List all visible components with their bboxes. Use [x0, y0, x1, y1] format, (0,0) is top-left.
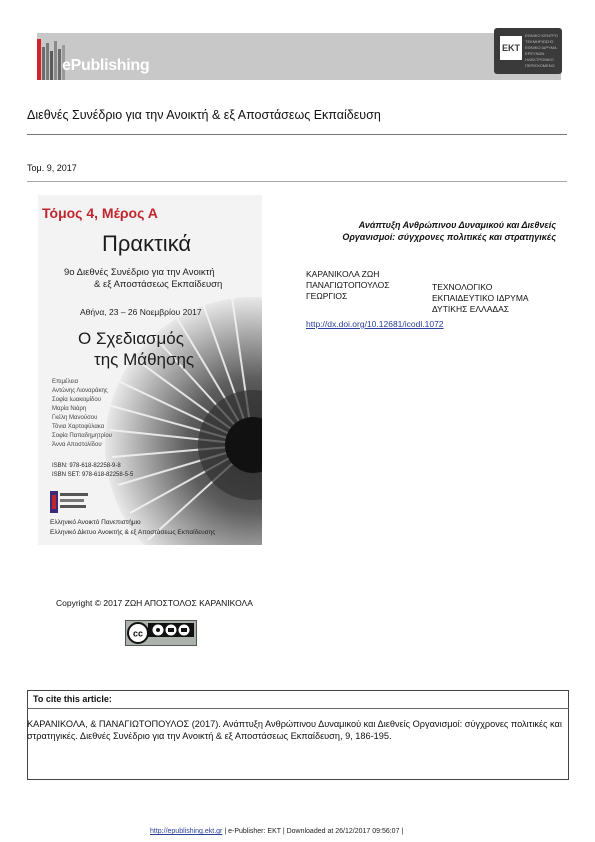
open-university-logo-icon — [50, 491, 90, 515]
cover-theme-line2: της Μάθησης — [94, 350, 195, 369]
ekt-logo-text: ΕΘΝΙΚΟ ΚΕΝΤΡΟ ΤΕΚΜΗΡΙΩΣΗΣ ΕΘΝΙΚΟ ΙΔΡΥΜΑ ΕΡΕΥΝΩΝ ΗΛΕΚΤΡΟΝΙΚΟ ΠΕΡΙΕΧΟΜΕΝΟ — [525, 33, 558, 68]
author-list: ΚΑΡΑΝΙΚΟΛΑ ΖΩΗ ΠΑΝΑΓΙΩΤΟΠΟΥΛΟΣ ΓΕΩΡΓΙΟΣ — [306, 269, 390, 301]
volume-label: Τομ. 9, 2017 — [27, 163, 77, 173]
proceedings-cover-image — [38, 195, 262, 545]
cover-isbn: ISBN: 978-618-82258-9-8 — [52, 463, 121, 469]
cover-publisher2: Ελληνικό Δίκτυο Ανοικτής & εξ Αποστάσεως Εκπαίδευσης — [50, 529, 216, 536]
footer-download-info: | e-Publisher: EKT | Downloaded at 26/12/2017 09:56:07 | — [222, 828, 404, 835]
cover-theme-line1: Ο Σχεδιασμός — [78, 329, 184, 348]
epublishing-logo-text[interactable]: ePublishing — [62, 57, 150, 74]
cover-isbn-set: ISBN SET: 978-618-82258-5-5 — [52, 472, 134, 478]
cover-conference-line1: 9ο Διεθνές Συνέδριο για την Ανοικτή — [64, 267, 215, 278]
divider — [27, 134, 567, 135]
epublishing-link[interactable]: http://epublishing.ekt.gr — [150, 828, 223, 835]
copyright-notice: Copyright © 2017 ΖΩΗ ΑΠΟΣΤΟΛΟΣ ΚΑΡΑΝΙΚΟΛΑ — [56, 598, 253, 608]
journal-title: Διεθνές Συνέδριο για την Ανοικτή & εξ Αποστάσεως Εκπαίδευση — [27, 108, 381, 122]
cover-tome: Τόμος 4, Μέρος Α — [42, 205, 158, 221]
cover-editors: Επιμέλεια Αντώνης Λιοναράκης Σοφία Ιωακειμίδου Μαρία Νιάρη Γκέλη Μανούσου Τόνια Χαρτοφύλακα Σοφία Παπαδημητρίου Άννα Αποστολίδου — [52, 379, 112, 448]
cover-dates: Αθήνα, 23 – 26 Νοεμβρίου 2017 — [80, 307, 202, 317]
doi-link[interactable]: http://dx.doi.org/10.12681/icodl.1072 — [306, 319, 444, 329]
citation-heading: To cite this article: — [33, 694, 112, 704]
cover-heading: Πρακτικά — [102, 231, 192, 256]
author-affiliation: ΤΕΧΝΟΛΟΓΙΚΟ ΕΚΠΑΙΔΕΥΤΙΚΟ ΙΔΡΥΜΑ ΔΥΤΙΚΗΣ ΕΛΛΑΔΑΣ — [432, 282, 529, 314]
creative-commons-license-icon[interactable] — [125, 620, 197, 646]
divider — [27, 708, 569, 709]
article-title: Ανάπτυξη Ανθρώπινου Δυναμικού και Διεθνείς Οργανισμοί: σύγχρονες πολιτικές και στρατηγικές — [342, 220, 556, 242]
citation-text: ΚΑΡΑΝΙΚΟΛΑ, & ΠΑΝΑΓΙΩΤΟΠΟΥΛΟΣ (2017). Ανάπτυξη Ανθρώπινου Δυναμικού και Διεθνείς Οργανισμοί: σύγχρονες πολιτικές και στρατηγικές. Διεθνές Συνέδριο για την Ανοικτή & εξ Αποστάσεως Εκπαίδευση, 9, 186-195. — [27, 719, 562, 741]
page-footer — [150, 828, 403, 835]
divider — [27, 181, 567, 182]
cover-publisher1: Ελληνικό Ανοικτό Πανεπιστήμιο — [50, 519, 141, 526]
svg-text:cc: cc — [132, 628, 144, 639]
ekt-logo-mark: EKT — [500, 36, 522, 60]
cover-conference-line2: & εξ Αποστάσεως Εκπαίδευση — [94, 279, 223, 290]
